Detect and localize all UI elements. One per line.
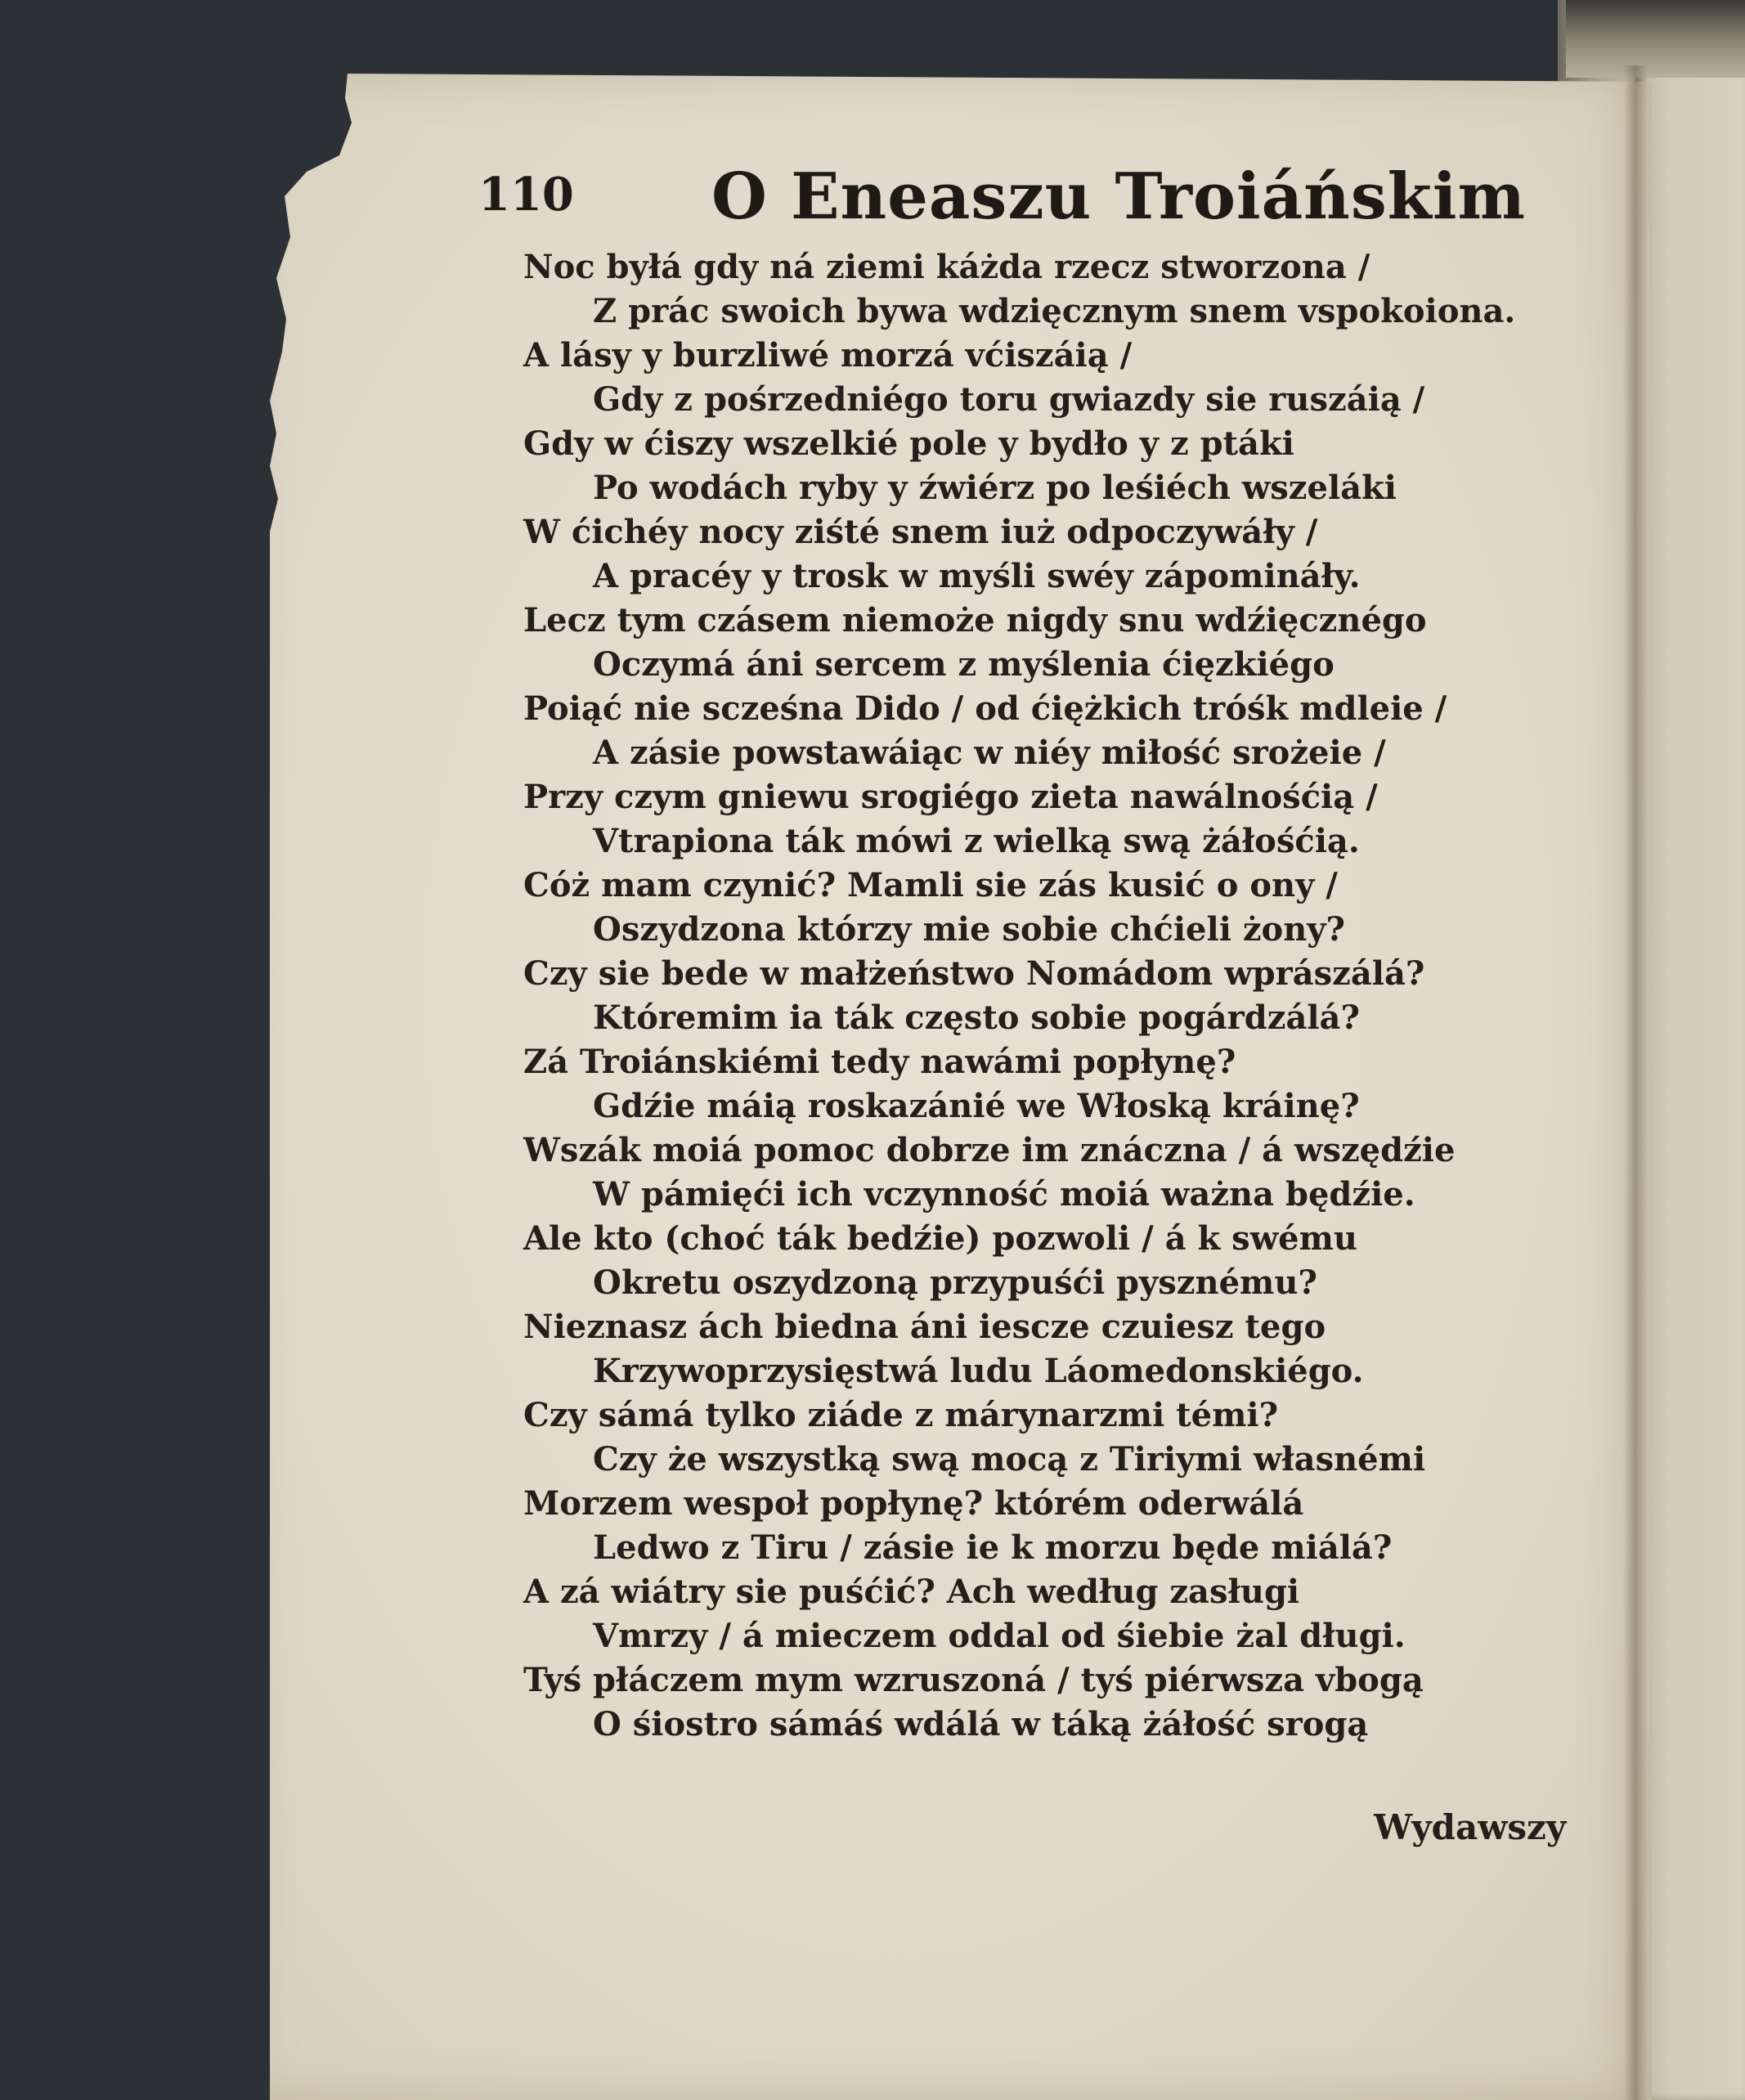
- page-number: 110: [478, 168, 574, 222]
- verse-line: Nieznasz ách biedna áni iescze czuiesz tego: [523, 1308, 1326, 1346]
- verse-line: Poiąć nie scześna Dido / od ćiężkich tróśk mdleie /: [523, 689, 1447, 728]
- verse-line: A zásie powstawáiąc w niéy miłość srożeie /: [593, 734, 1386, 772]
- verse-line: O śiostro sámáś wdálá w táką żáłość srogą: [593, 1705, 1369, 1743]
- verse-line: Ale kto (choć ták bedźie) pozwoli / á k swému: [523, 1219, 1357, 1258]
- catchword: Wydawszy: [1374, 1807, 1567, 1847]
- verse-line: Któremim ia ták często sobie pogárdzálá?: [593, 998, 1360, 1037]
- verse-line: Wszák moiá pomoc dobrze im znáczna / á wszędźie: [523, 1131, 1456, 1169]
- verse-line: Gdy z pośrzedniégo toru gwiazdy sie ruszáią /: [593, 380, 1425, 419]
- verse-line: Czy sámá tylko ziáde z márynarzmi témi?: [523, 1396, 1279, 1434]
- verse-line: Oszydzona którzy mie sobie chćieli żony?: [593, 910, 1345, 949]
- verse-line: Po wodách ryby y źwiérz po leśiéch wszeláki: [593, 469, 1397, 507]
- facing-page-edge: [1635, 70, 1745, 2100]
- verse-line: W pámięći ich vczynność moiá ważna będźie.: [593, 1175, 1415, 1214]
- verse-line: Vmrzy / á mieczem oddal od śiebie żal długi.: [593, 1617, 1406, 1655]
- verse-line: Okretu oszydzoną przypuśći pysznému?: [593, 1263, 1317, 1302]
- verse-line: W ćichéy nocy ziśté snem iuż odpoczywáły /: [523, 513, 1318, 551]
- verse-line: Gdy w ćiszy wszelkié pole y bydło y z ptáki: [523, 424, 1294, 463]
- verse-text: [523, 245, 1603, 1747]
- verse-line: Przy czym gniewu srogiégo zieta nawálnośćią /: [523, 778, 1378, 816]
- verse-line: Ledwo z Tiru / zásie ie k morzu będe miálá?: [593, 1528, 1393, 1567]
- verse-line: Lecz tym czásem niemoże nigdy snu wdźięcznégo: [523, 601, 1427, 639]
- verse-line: Noc byłá gdy ná ziemi káżda rzecz stworzona /: [523, 248, 1370, 286]
- running-head: O Eneaszu Troiáńskim: [711, 159, 1526, 234]
- verse-line: Krzywoprzysięstwá ludu Láomedonskiégo.: [593, 1352, 1364, 1390]
- verse-line: Vtrapiona ták mówi z wielką swą żáłośćią.: [593, 822, 1360, 860]
- verse-line: A pracéy y trosk w myśli swéy zápomináły.: [593, 557, 1361, 595]
- verse-line: Morzem wespoł popłynę? którém oderwálá: [523, 1484, 1304, 1523]
- verse-line: Tyś płáczem mym wzruszoná / tyś piérwsza vbogą: [523, 1661, 1424, 1699]
- verse-line: Z prác swoich bywa wdzięcznym snem vspokoiona.: [593, 292, 1516, 330]
- verse-line: A lásy y burzliwé morzá vćiszáią /: [523, 336, 1133, 375]
- verse-line: Czy że wszystką swą mocą z Tiriymi własnémi: [593, 1440, 1426, 1479]
- page-edge-shadow: [1566, 0, 1745, 78]
- verse-line: A zá wiátry sie puśćić? Ach według zasługi: [523, 1573, 1300, 1611]
- verse-line: Gdźie máią roskazánié we Włoską kráinę?: [593, 1087, 1360, 1125]
- verse-line: Oczymá áni sercem z myślenia ćięzkiégo: [593, 645, 1335, 684]
- verse-line: Czy sie bede w małżeństwo Nomádom wprászálá?: [523, 954, 1425, 993]
- page-crease: [1623, 65, 1648, 2100]
- verse-line: Cóż mam czynić? Mamli sie zás kusić o ony /: [523, 866, 1338, 904]
- verse-line: Zá Troiánskiémi tedy nawámi popłynę?: [523, 1043, 1236, 1081]
